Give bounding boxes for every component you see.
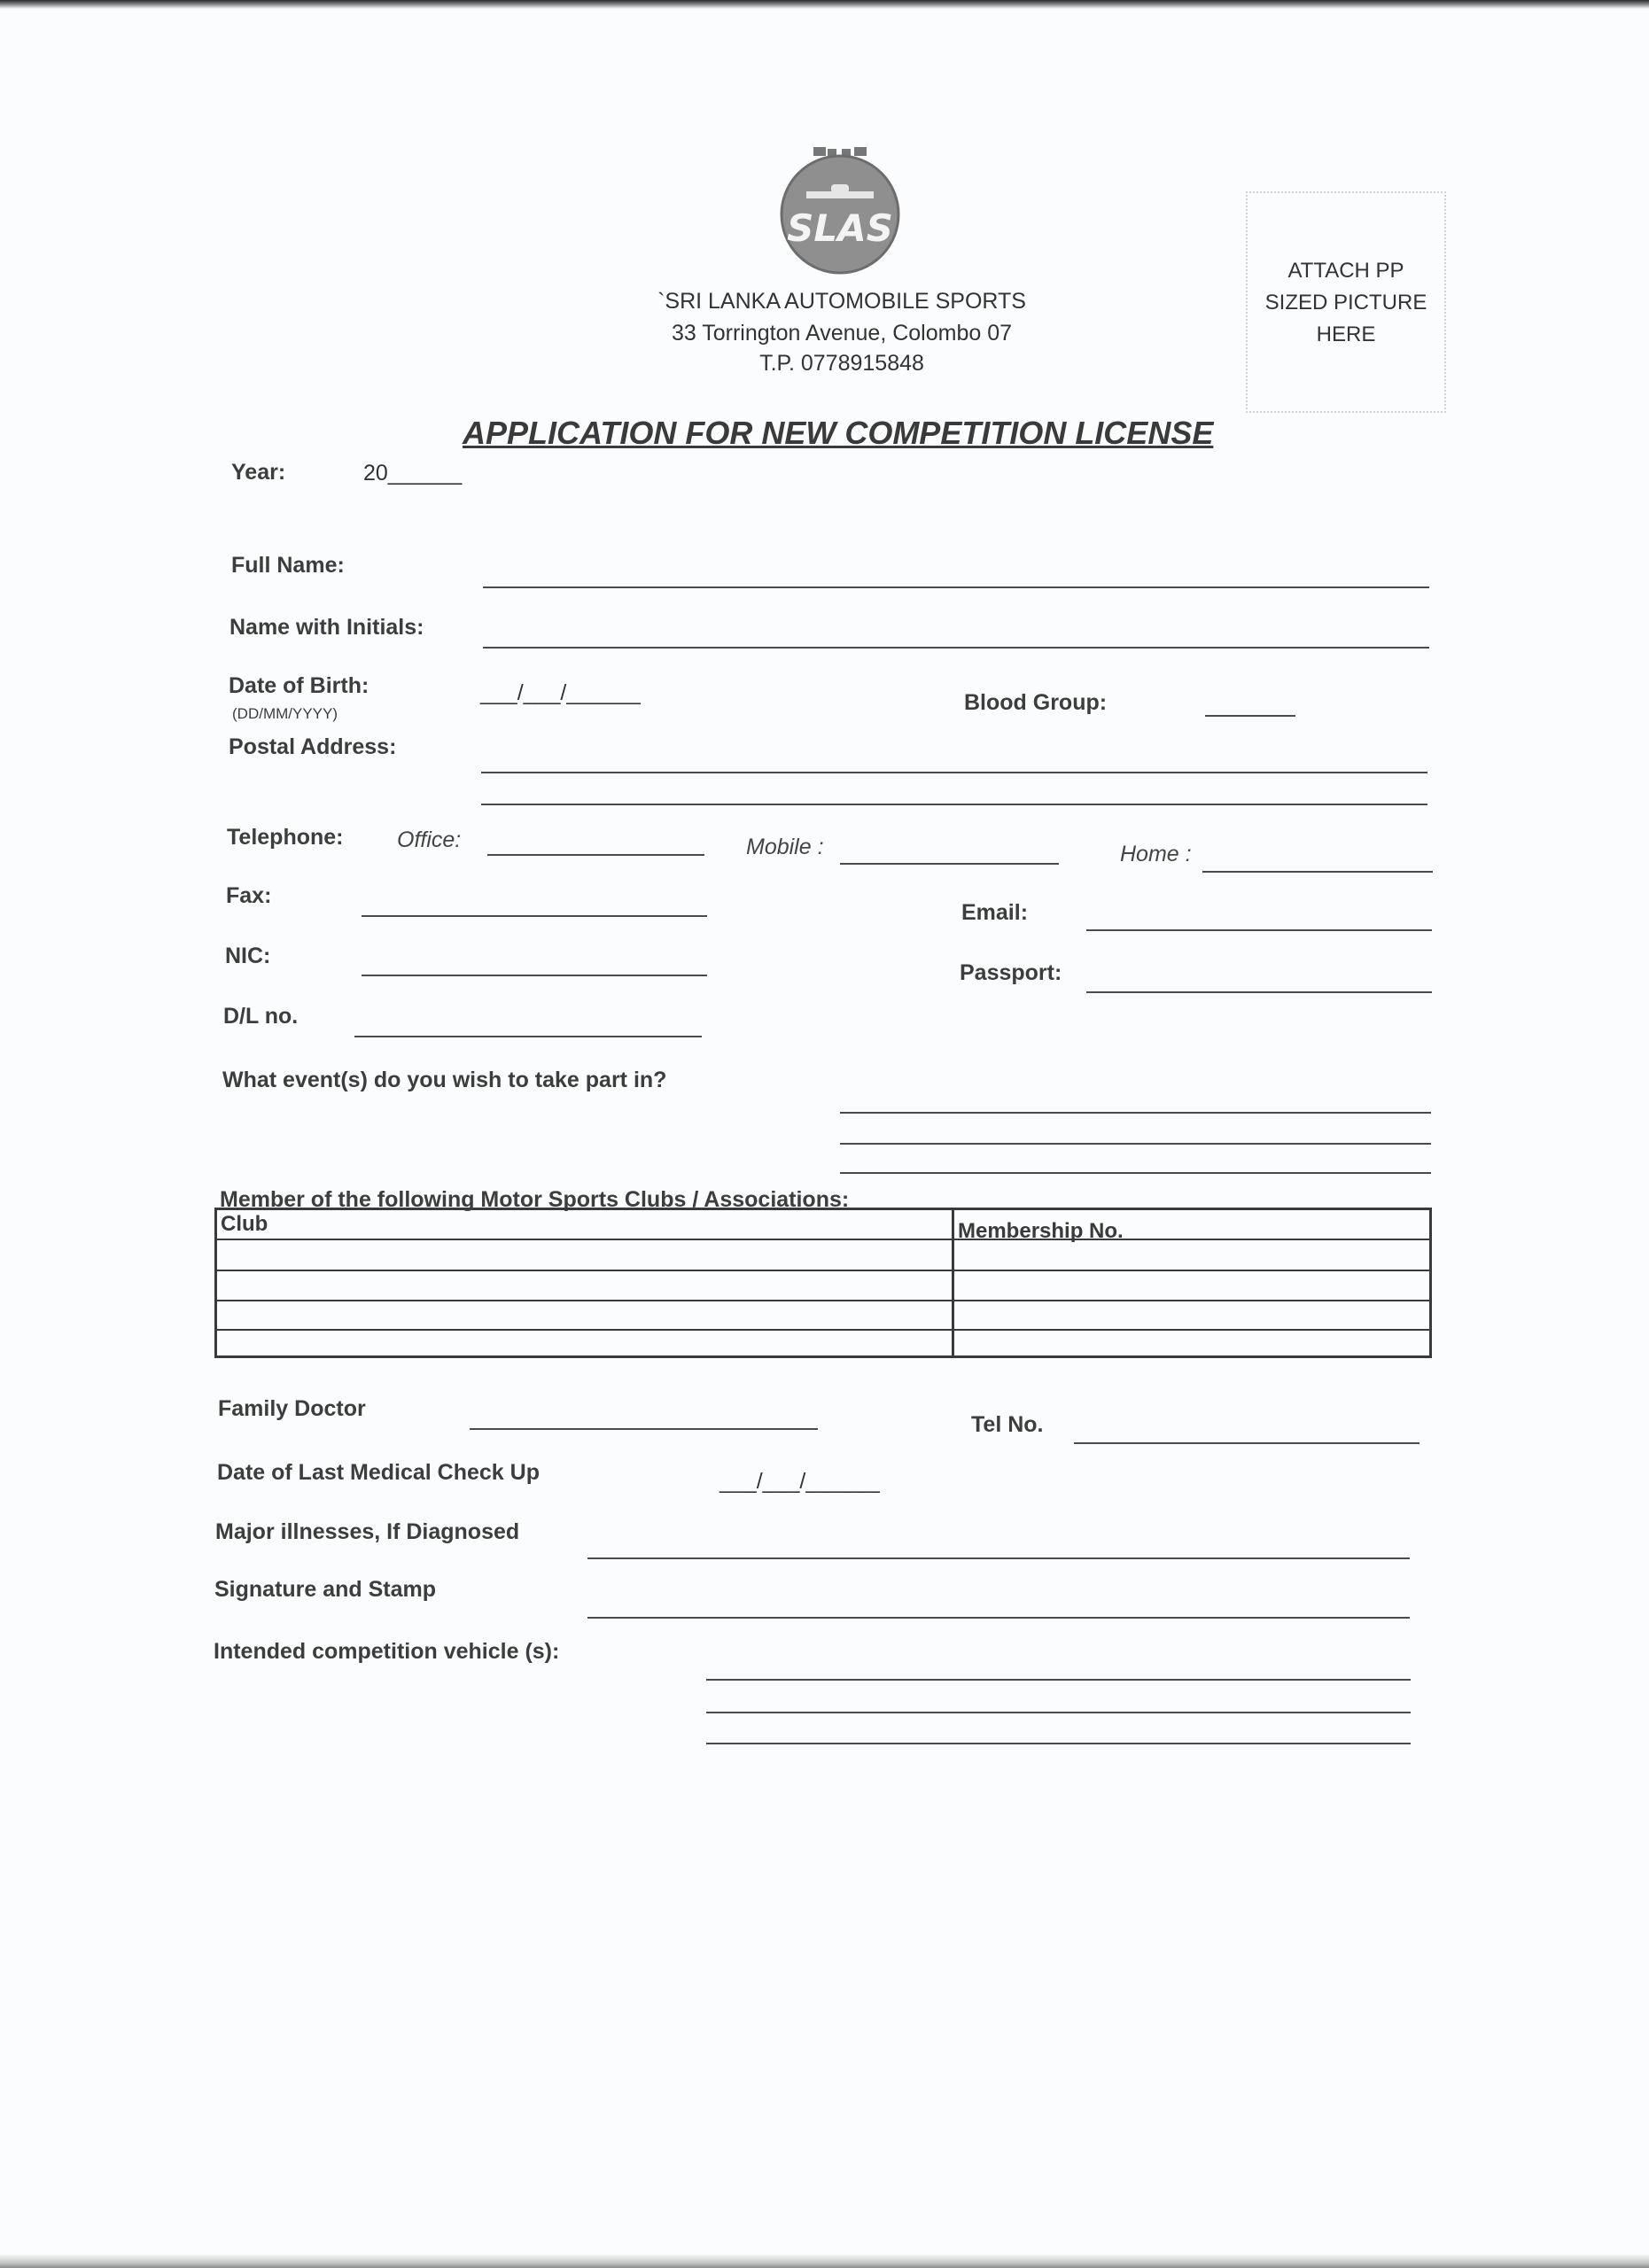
photo-line-1: ATTACH PP [1287, 259, 1404, 283]
table-row[interactable] [217, 1301, 952, 1329]
office-label: Office: [397, 827, 462, 852]
org-phone: T.P. 0778915848 [759, 351, 924, 376]
last-medical-label: Date of Last Medical Check Up [217, 1460, 540, 1485]
family-doctor-line[interactable] [470, 1428, 818, 1430]
org-name: `SRI LANKA AUTOMOBILE SPORTS [657, 289, 1026, 314]
dob-label: Date of Birth: [229, 673, 369, 698]
club-column-header: Club [221, 1212, 268, 1236]
events-line-2[interactable] [840, 1143, 1431, 1145]
events-line-1[interactable] [840, 1112, 1431, 1114]
blood-group-label: Blood Group: [964, 690, 1108, 715]
name-initials-label: Name with Initials: [229, 615, 424, 640]
tel-no-label: Tel No. [971, 1412, 1044, 1437]
vehicles-line-3[interactable] [706, 1743, 1411, 1744]
events-line-3[interactable] [840, 1172, 1431, 1174]
nic-line[interactable] [362, 975, 707, 976]
major-illnesses-line[interactable] [587, 1557, 1410, 1559]
photo-line-2: SIZED PICTURE [1264, 291, 1427, 315]
slas-logo [769, 145, 911, 278]
mobile-line[interactable] [840, 863, 1059, 865]
clubs-table [214, 1208, 1432, 1358]
scan-top-edge [0, 0, 1649, 9]
year-field[interactable]: 20______ [363, 461, 463, 485]
nic-label: NIC: [225, 944, 271, 968]
scan-bottom-edge [0, 2254, 1649, 2268]
fax-line[interactable] [362, 915, 707, 917]
tel-no-line[interactable] [1074, 1442, 1420, 1444]
vehicles-label: Intended competition vehicle (s): [214, 1639, 560, 1664]
year-label: Year: [231, 460, 286, 485]
events-question: What event(s) do you wish to take part in? [222, 1068, 667, 1092]
table-row[interactable] [217, 1240, 952, 1270]
table-column-divider [952, 1210, 954, 1355]
mobile-label: Mobile : [746, 835, 824, 859]
family-doctor-label: Family Doctor [218, 1396, 366, 1421]
postal-address-line-2[interactable] [481, 804, 1427, 805]
photo-placeholder[interactable] [1246, 191, 1446, 413]
signature-line[interactable] [587, 1617, 1410, 1619]
last-medical-field[interactable]: ___/___/______ [719, 1469, 880, 1494]
full-name-line[interactable] [483, 586, 1429, 588]
telephone-label: Telephone: [227, 825, 344, 850]
org-address: 33 Torrington Avenue, Colombo 07 [671, 321, 1013, 346]
office-line[interactable] [487, 854, 704, 856]
email-line[interactable] [1086, 929, 1432, 931]
dl-no-label: D/L no. [223, 1004, 299, 1029]
photo-line-3: HERE [1316, 322, 1376, 346]
table-row[interactable] [217, 1271, 952, 1300]
major-illnesses-label: Major illnesses, If Diagnosed [215, 1519, 520, 1544]
vehicles-line-1[interactable] [706, 1679, 1411, 1681]
home-label: Home : [1120, 842, 1192, 866]
svg-text:SLAS: SLAS [787, 206, 893, 250]
full-name-label: Full Name: [231, 553, 345, 578]
table-row[interactable] [217, 1331, 952, 1358]
clubs-label: Member of the following Motor Sports Clubs / Associations: [220, 1187, 850, 1212]
fax-label: Fax: [226, 883, 272, 908]
dob-field[interactable]: ___/___/______ [480, 680, 641, 705]
dl-no-line[interactable] [354, 1036, 702, 1037]
passport-line[interactable] [1086, 991, 1432, 993]
passport-label: Passport: [960, 960, 1062, 985]
membership-column-header: Membership No. [958, 1219, 1124, 1243]
email-label: Email: [961, 900, 1029, 925]
home-line[interactable] [1202, 871, 1433, 873]
postal-address-label: Postal Address: [229, 734, 397, 759]
vehicles-line-2[interactable] [706, 1712, 1411, 1713]
form-title: APPLICATION FOR NEW COMPETITION LICENSE [463, 415, 1214, 451]
name-initials-line[interactable] [483, 647, 1429, 649]
signature-label: Signature and Stamp [214, 1577, 437, 1602]
blood-group-line[interactable] [1205, 715, 1295, 717]
dob-format: (DD/MM/YYYY) [232, 705, 338, 722]
postal-address-line-1[interactable] [481, 772, 1427, 773]
